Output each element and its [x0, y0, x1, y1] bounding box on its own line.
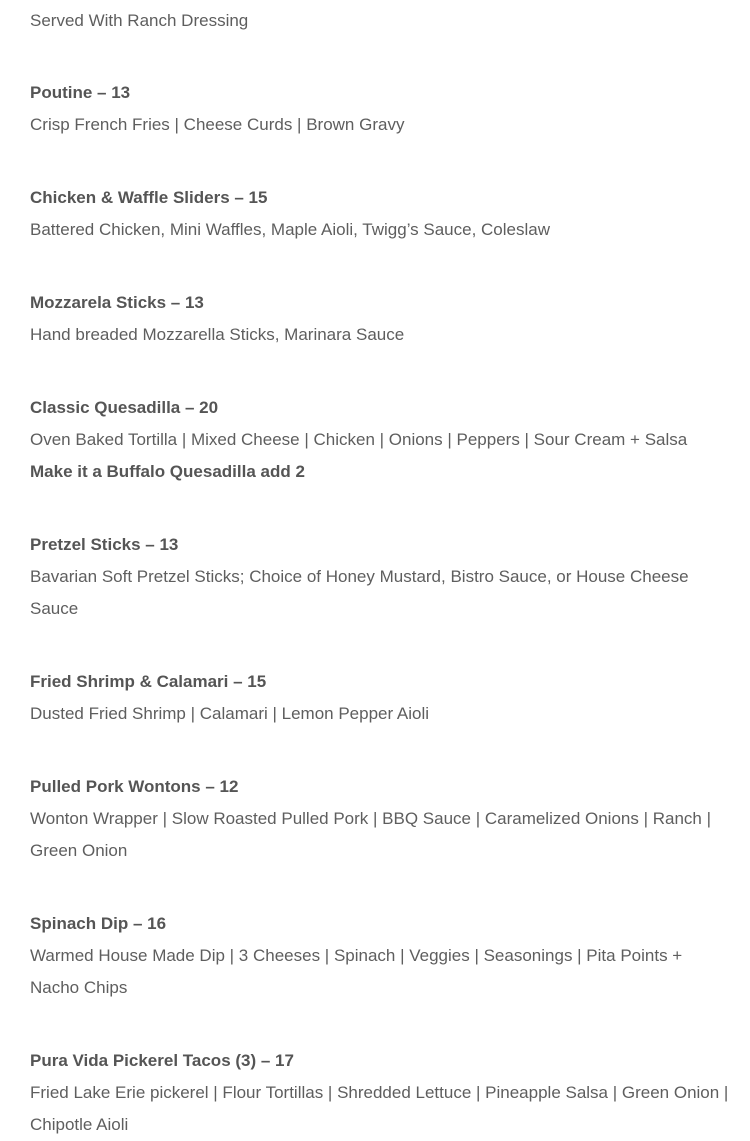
- menu-item: [30, 529, 730, 625]
- item-description: Dusted Fried Shrimp | Calamari | Lemon Pepper Aioli: [30, 704, 430, 723]
- menu-item: [30, 908, 730, 1004]
- menu-item: [30, 1045, 730, 1141]
- menu-item: [30, 182, 730, 246]
- item-description: Bavarian Soft Pretzel Sticks; Choice of Honey Mustard, Bistro Sauce, or House Cheese Sauce: [30, 567, 689, 618]
- item-description: Fried Lake Erie pickerel | Flour Tortillas | Shredded Lettuce | Pineapple Salsa | Green Onion | Chipotle Aioli: [30, 1083, 729, 1134]
- menu-item: [30, 287, 730, 351]
- item-description: Warmed House Made Dip | 3 Cheeses | Spinach | Veggies | Seasonings | Pita Points + Nacho Chips: [30, 946, 683, 997]
- item-title: Poutine – 13: [30, 83, 131, 102]
- item-title: Pura Vida Pickerel Tacos (3) – 17: [30, 1051, 294, 1070]
- item-title: Mozzarela Sticks – 13: [30, 293, 204, 312]
- item-description: Battered Chicken, Mini Waffles, Maple Aioli, Twigg’s Sauce, Coleslaw: [30, 220, 551, 239]
- item-description: Wonton Wrapper | Slow Roasted Pulled Pork | BBQ Sauce | Caramelized Onions | Ranch | Green Onion: [30, 809, 711, 860]
- item-title: Classic Quesadilla – 20: [30, 398, 219, 417]
- item-title: Fried Shrimp & Calamari – 15: [30, 672, 267, 691]
- item-description: Hand breaded Mozzarella Sticks, Marinara Sauce: [30, 325, 405, 344]
- menu-item: [30, 392, 730, 488]
- menu-item: [30, 77, 730, 141]
- item-description: Oven Baked Tortilla | Mixed Cheese | Chicken | Onions | Peppers | Sour Cream + Salsa Make it a Buffalo Quesadilla add 2: [30, 430, 688, 481]
- intro-text: Served With Ranch Dressing: [30, 11, 249, 30]
- menu-item: [30, 771, 730, 867]
- item-title: Pulled Pork Wontons – 12: [30, 777, 239, 796]
- item-title: Chicken & Waffle Sliders – 15: [30, 188, 268, 207]
- item-title: Spinach Dip – 16: [30, 914, 167, 933]
- item-title: Pretzel Sticks – 13: [30, 535, 179, 554]
- item-description: Crisp French Fries | Cheese Curds | Brown Gravy: [30, 115, 405, 134]
- menu-item: [30, 666, 730, 730]
